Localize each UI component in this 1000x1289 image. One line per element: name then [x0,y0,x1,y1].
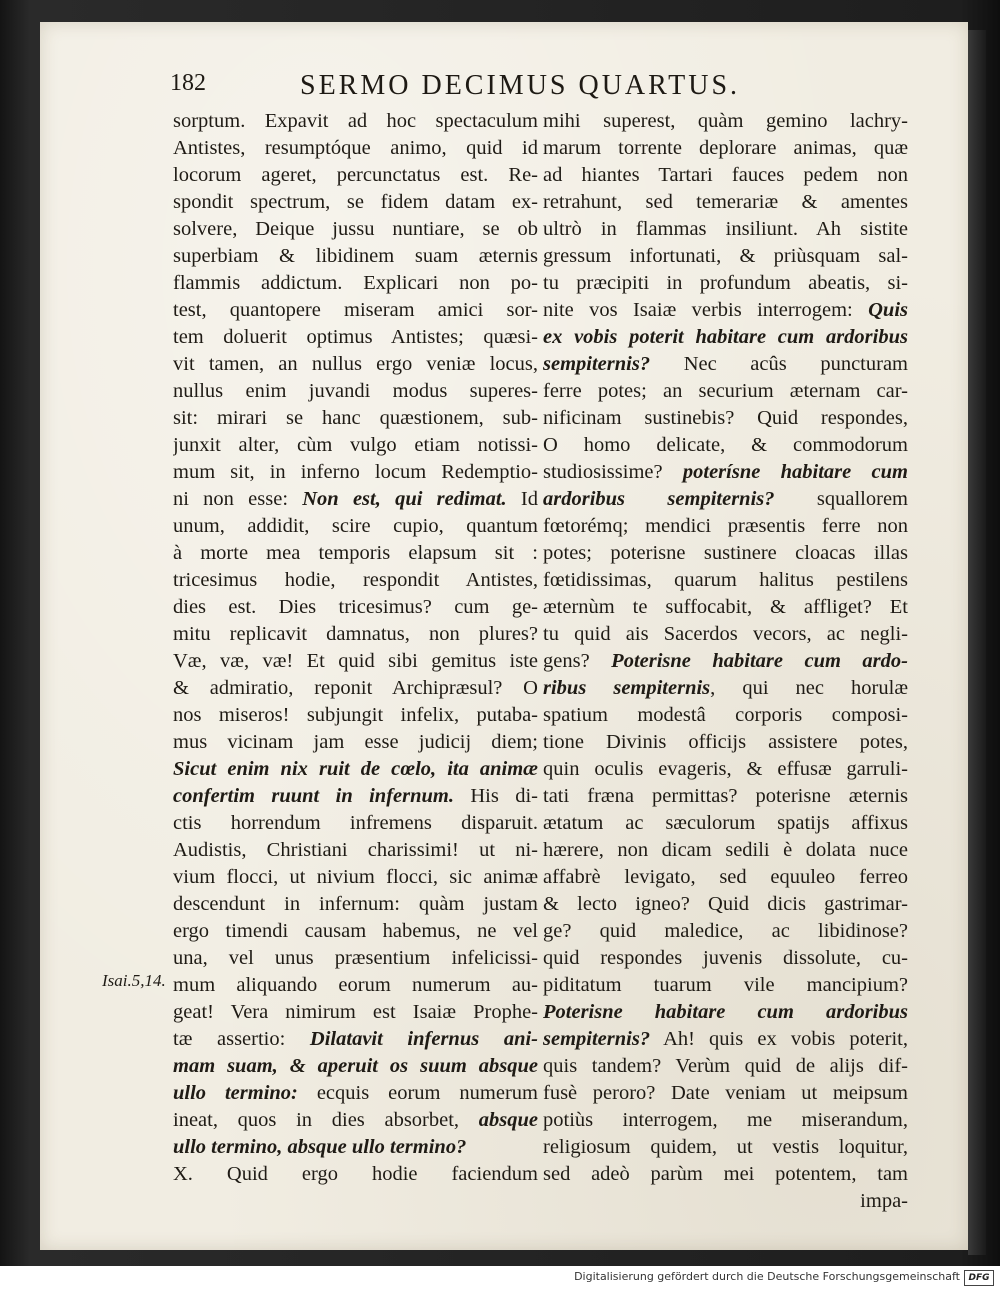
text-line: locorum ageret, percunctatus est. Re- [173,164,538,186]
text-line: tricesimus hodie, respondit Antistes, [173,569,538,591]
text-line: vit tamen, an nullus ergo veniæ locus, [173,353,538,375]
text-line: studiosissime? poterísne habitare cum [543,461,908,483]
text-line: tu præcipiti in profundum abeatis, si- [543,272,908,294]
text-line: tati fræna permittas? poterisne æternis [543,785,908,807]
text-line: sorptum. Expavit ad hoc spectaculum [173,110,538,132]
text-line: ullo termino: ecquis eorum numerum [173,1082,538,1104]
text-line: fœtorémq; mendici præsentis ferre non [543,515,908,537]
text-line: ni non esse: Non est, qui redimat. Id [173,488,538,510]
text-line: ge? quid maledice, ac libidinose? [543,920,908,942]
text-line: descendunt in infernum: quàm justam [173,893,538,915]
text-line: ultrò in flammas insiliunt. Ah sistite [543,218,908,240]
text-line: sempiternis? Nec acûs puncturam [543,353,908,375]
text-line: Sicut enim nix ruit de cœlo, ita animæ [173,758,538,780]
text-line: tæ assertio: Dilatavit infernus ani- [173,1028,538,1050]
page-edge [968,30,986,1255]
text-line: tu quid ais Sacerdos vecors, ac negli- [543,623,908,645]
text-line: æternùm te suffocabit, & affliget? Et [543,596,908,618]
text-line: una, vel unus præsentium infelicissi- [173,947,538,969]
text-line: nificinam sustinebis? Quid respondes, [543,407,908,429]
text-line: marum torrente deplorare animas, quæ [543,137,908,159]
text-line: potes; poterisne sustinere cloacas illas [543,542,908,564]
footer-credit: Digitalisierung gefördert durch die Deutsche Forschungsgemeinschaft [574,1270,960,1283]
text-line: tem doluerit optimus Antistes; quæsi- [173,326,538,348]
text-line: quin oculis evageris, & effusæ garruli- [543,758,908,780]
text-line: solvere, Deique jussu nuntiare, se ob [173,218,538,240]
text-line: ullo termino, absque ullo termino? [173,1136,467,1158]
text-line: junxit alter, cùm vulgo etiam notissi- [173,434,538,456]
text-line: ctis horrendum infremens disparuit. [173,812,538,834]
text-line: mam suam, & aperuit os suum absque [173,1055,538,1077]
text-line: ineat, quos in dies absorbet, absque [173,1109,538,1131]
text-line: mum sit, in inferno locum Redemptio- [173,461,538,483]
text-line: hærere, non dicam sedili è dolata nuce [543,839,908,861]
text-line: dies est. Dies tricesimus? cum ge- [173,596,538,618]
text-line: superbiam & libidinem suam æternis [173,245,538,267]
text-line: sed adeò parùm mei potentem, tam [543,1163,908,1185]
text-line: sempiternis? Ah! quis ex vobis poterit, [543,1028,908,1050]
text-line: quid respondes juvenis dissolute, cu- [543,947,908,969]
text-line: confertim ruunt in infernum. His di- [173,785,538,807]
text-line: spatium modestâ corporis composi- [543,704,908,726]
text-line: ardoribus sempiternis? squallorem [543,488,908,510]
text-line: Audistis, Christiani charissimi! ut ni- [173,839,538,861]
text-line: gressum infortunati, & priùsquam sal- [543,245,908,267]
text-line: geat! Vera nimirum est Isaiæ Prophe- [173,1001,538,1023]
text-line: Væ, væ, væ! Et quid sibi gemitus iste [173,650,538,672]
text-line: mum aliquando eorum numerum au- [173,974,538,996]
text-line: nite vos Isaiæ verbis interrogem: Quis [543,299,908,321]
text-line: piditatum tuarum vile mancipium? [543,974,908,996]
text-line: & lecto igneo? Quid dicis gastrimar- [543,893,908,915]
running-head: SERMO DECIMUS QUARTUS. [300,70,741,101]
text-line: ergo timendi causam habemus, ne vel [173,920,538,942]
text-line: nullus enim juvandi modus superes- [173,380,538,402]
text-line: quis tandem? Verùm quid de alijs dif- [543,1055,908,1077]
text-line: sit: mirari se hanc quæstionem, sub- [173,407,538,429]
text-line: & admiratio, reponit Archipræsul? O [173,677,538,699]
text-line: mihi superest, quàm gemino lachry- [543,110,908,132]
dfg-logo: DFG [964,1270,994,1286]
text-line: test, quantopere miseram amici sor- [173,299,538,321]
text-line: Antistes, resumptóque animo, quid id [173,137,538,159]
text-line: fœtidissimas, quarum halitus pestilens [543,569,908,591]
text-line: nos miseros! subjungit infelix, putaba- [173,704,538,726]
text-line: religiosum quidem, ut vestis loquitur, [543,1136,908,1158]
text-line: unum, addidit, scire cupio, quantum [173,515,538,537]
page-number: 182 [170,70,206,96]
text-line: fusè peroro? Date veniam ut meipsum [543,1082,908,1104]
text-line: gens? Poterisne habitare cum ardo- [543,650,908,672]
text-line: mus vicinam jam esse judicij diem; [173,731,538,753]
text-line: X. Quid ergo hodie faciendum [173,1163,538,1185]
text-line: ex vobis poterit habitare cum ardoribus [543,326,908,348]
text-line: affabrè levigato, sed equuleo ferreo [543,866,908,888]
text-line: vium flocci, ut nivium flocci, sic animæ [173,866,538,888]
text-line: ferre potes; an securium æternam car- [543,380,908,402]
text-line: O homo delicate, & commodorum [543,434,908,456]
text-line: tione Divinis officijs assistere potes, [543,731,908,753]
text-line: mitu replicavit damnatus, non plures? [173,623,538,645]
text-line: potiùs interrogem, me miserandum, [543,1109,908,1131]
text-line: flammis addictum. Explicari non po- [173,272,538,294]
text-line: ad hiantes Tartari fauces pedem non [543,164,908,186]
text-line: retrahunt, sed temerariæ & amentes [543,191,908,213]
text-line: Poterisne habitare cum ardoribus [543,1001,908,1023]
text-line: impa- [860,1190,908,1212]
text-line: spondit spectrum, se fidem datam ex- [173,191,538,213]
text-line: ribus sempiternis, qui nec horulæ [543,677,908,699]
text-line: à morte mea temporis elapsum sit : [173,542,538,564]
footer-bar [0,1266,1000,1289]
margin-note: Isai.5,14. [102,971,166,990]
text-line: ætatum ac sæculorum spatijs affixus [543,812,908,834]
